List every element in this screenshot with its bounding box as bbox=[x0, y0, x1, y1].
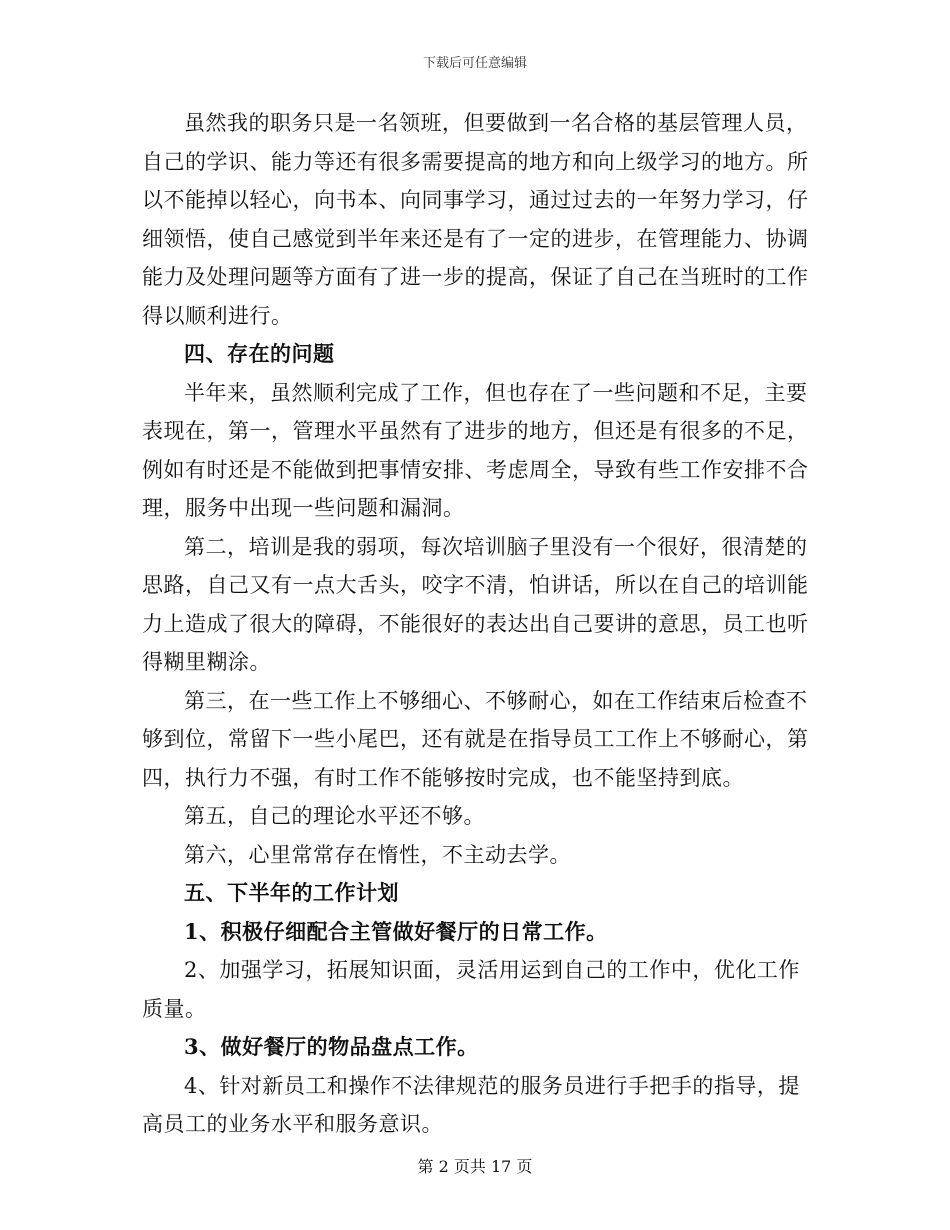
plan-item-1: 1、积极仔细配合主管做好餐厅的日常工作。 bbox=[184, 918, 608, 944]
section-heading-plan: 五、下半年的工作计划 bbox=[184, 880, 399, 905]
page-header: 下载后可任意编辑 bbox=[422, 56, 527, 71]
paragraph-problems-third: 第三，在一些工作上不够细心、不够耐心，如在工作结束后检查不够到位，常留下一些小尾巴，还有就是在指导员工工作上不够耐心，第四，执行力不强，有时工作不能够按时完成，也不能坚持到底。 bbox=[142, 688, 809, 790]
document-body bbox=[142, 104, 810, 1144]
paragraph-problems-sixth: 第六，心里常常存在惰性，不主动去学。 bbox=[184, 842, 571, 867]
plan-item-4: 4、针对新员工和操作不法律规范的服务员进行手把手的指导，提高员工的业务水平和服务意识。 bbox=[142, 1073, 800, 1136]
plan-item-3: 3、做好餐厅的物品盘点工作。 bbox=[184, 1034, 479, 1059]
section-heading-problems: 四、存在的问题 bbox=[184, 341, 335, 366]
paragraph-problems-first: 半年来，虽然顺利完成了工作，但也存在了一些问题和不足，主要表现在，第一，管理水平虽然有了进步的地方，但还是有很多的不足，例如有时还是不能做到把事情安排、考虑周全，导致有些工作安排不合理，服务中出现一些问题和漏洞。 bbox=[142, 380, 809, 520]
plan-item-2: 2、加强学习，拓展知识面，灵活用运到自己的工作中，优化工作质量。 bbox=[142, 958, 800, 1021]
paragraph-intro: 虽然我的职务只是一名领班，但要做到一名合格的基层管理人员，自己的学识、能力等还有很多需要提高的地方和向上级学习的地方。所以不能掉以轻心，向书本、向同事学习，通过过去的一年努力学习，仔细领悟，使自己感觉到半年来还是有了一定的进步，在管理能力、协调能力及处理问题等方面有了进一步的提高，保证了自己在当班时的工作得以顺利进行。 bbox=[142, 111, 809, 328]
paragraph-problems-second: 第二，培训是我的弱项，每次培训脑子里没有一个很好，很清楚的思路，自己又有一点大舌头，咬字不清，怕讲话，所以在自己的培训能力上造成了很大的障碍，不能很好的表达出自己要讲的意思，员工也听得糊里糊涂。 bbox=[142, 534, 809, 674]
page-number-footer: 第 2 页共 17 页 bbox=[417, 1157, 533, 1176]
paragraph-problems-fifth: 第五，自己的理论水平还不够。 bbox=[184, 804, 485, 828]
